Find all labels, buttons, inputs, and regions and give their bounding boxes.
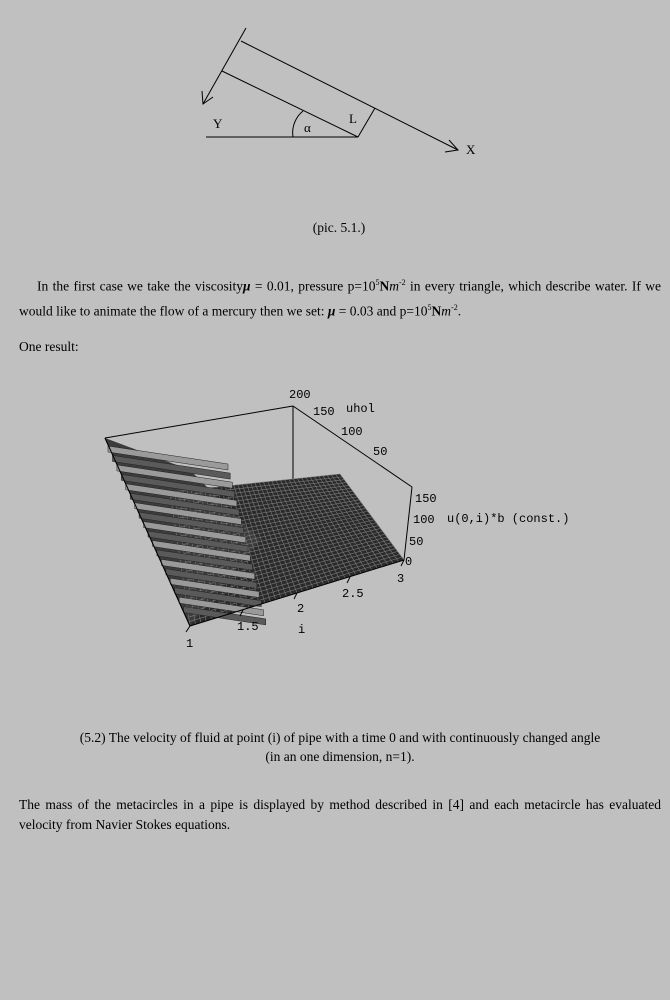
unit-n-2: N	[431, 303, 442, 318]
p1-part3: in every triangle, which describe water. If we would like to animate the flow of a mercury then we set:	[19, 278, 661, 318]
p1-part2: , pressure p=10	[290, 278, 376, 294]
pipe-angle-diagram	[0, 0, 670, 200]
mu-symbol-2: μ	[327, 303, 336, 318]
mu-symbol: μ	[243, 278, 251, 294]
p1-part1: In the first case we take the viscosity	[37, 278, 244, 294]
diagram-label-y: Y	[213, 116, 223, 131]
angle-arc	[293, 111, 303, 137]
mu-value-water: = 0.01	[250, 278, 291, 294]
pressure-exponent-2: 5	[427, 302, 432, 312]
mu-value-mercury: = 0.03	[335, 303, 374, 318]
z-axis-label: uhol	[346, 402, 375, 416]
box-edge-top-back	[105, 406, 293, 438]
y-axis-label: u(0,i)*b (const.)	[447, 512, 570, 526]
unit-n: N	[379, 278, 390, 294]
y-tick-0: 0	[405, 555, 413, 569]
diagram-label-alpha: α	[304, 120, 311, 135]
y-tick-150: 150	[415, 492, 437, 506]
x-tick-label-3: 3	[397, 572, 405, 586]
x-tick-label-1: 1	[186, 637, 194, 651]
z-tick-100: 100	[341, 425, 363, 439]
pipe-line	[222, 71, 358, 137]
z-tick-200: 200	[289, 388, 311, 402]
paragraph-viscosity	[19, 272, 661, 321]
diagram-label-x: X	[466, 142, 476, 157]
box-edge-right-vertical	[404, 487, 412, 560]
x-tick-1	[186, 626, 190, 632]
x-tick-label-2-5: 2.5	[342, 587, 364, 601]
unit-exponent: -2	[398, 278, 406, 287]
one-result-line: One result:	[19, 339, 79, 354]
y-tick-50: 50	[409, 535, 424, 549]
x-arrow-head	[445, 140, 458, 152]
y-tick-100: 100	[413, 513, 435, 527]
y-axis	[203, 28, 246, 104]
x-tick-label-2: 2	[297, 602, 305, 616]
pressure-exponent: 5	[375, 278, 380, 287]
unit-exponent-2: -2	[451, 302, 458, 312]
diagram-label-l: L	[349, 111, 357, 126]
p1-part4: and p=10	[373, 303, 428, 318]
plot-caption	[19, 728, 661, 766]
velocity-3d-plot	[0, 370, 670, 670]
z-tick-150: 150	[313, 405, 335, 419]
unit-m: m	[389, 278, 399, 294]
l-segment	[358, 108, 375, 137]
unit-m-2: m	[441, 303, 452, 318]
box-edge-right-top	[293, 406, 412, 487]
plot-caption-line1: (5.2) The velocity of fluid at point (i) of pipe with a time 0 and with continuously changed angle	[79, 730, 601, 745]
x-tick-label-1-5: 1.5	[237, 620, 259, 634]
x-axis-label: i	[298, 623, 306, 637]
paragraph-metacircles: The mass of the metacircles in a pipe is displayed by method described in [4] and each metacircle has evaluated velocity from Navier Stokes equations.	[19, 797, 661, 832]
z-tick-50: 50	[373, 445, 388, 459]
plot-caption-line2: (in an one dimension, n=1).	[265, 749, 415, 764]
pic-caption: (pic. 5.1.)	[312, 220, 366, 235]
p1-end: .	[457, 303, 462, 318]
